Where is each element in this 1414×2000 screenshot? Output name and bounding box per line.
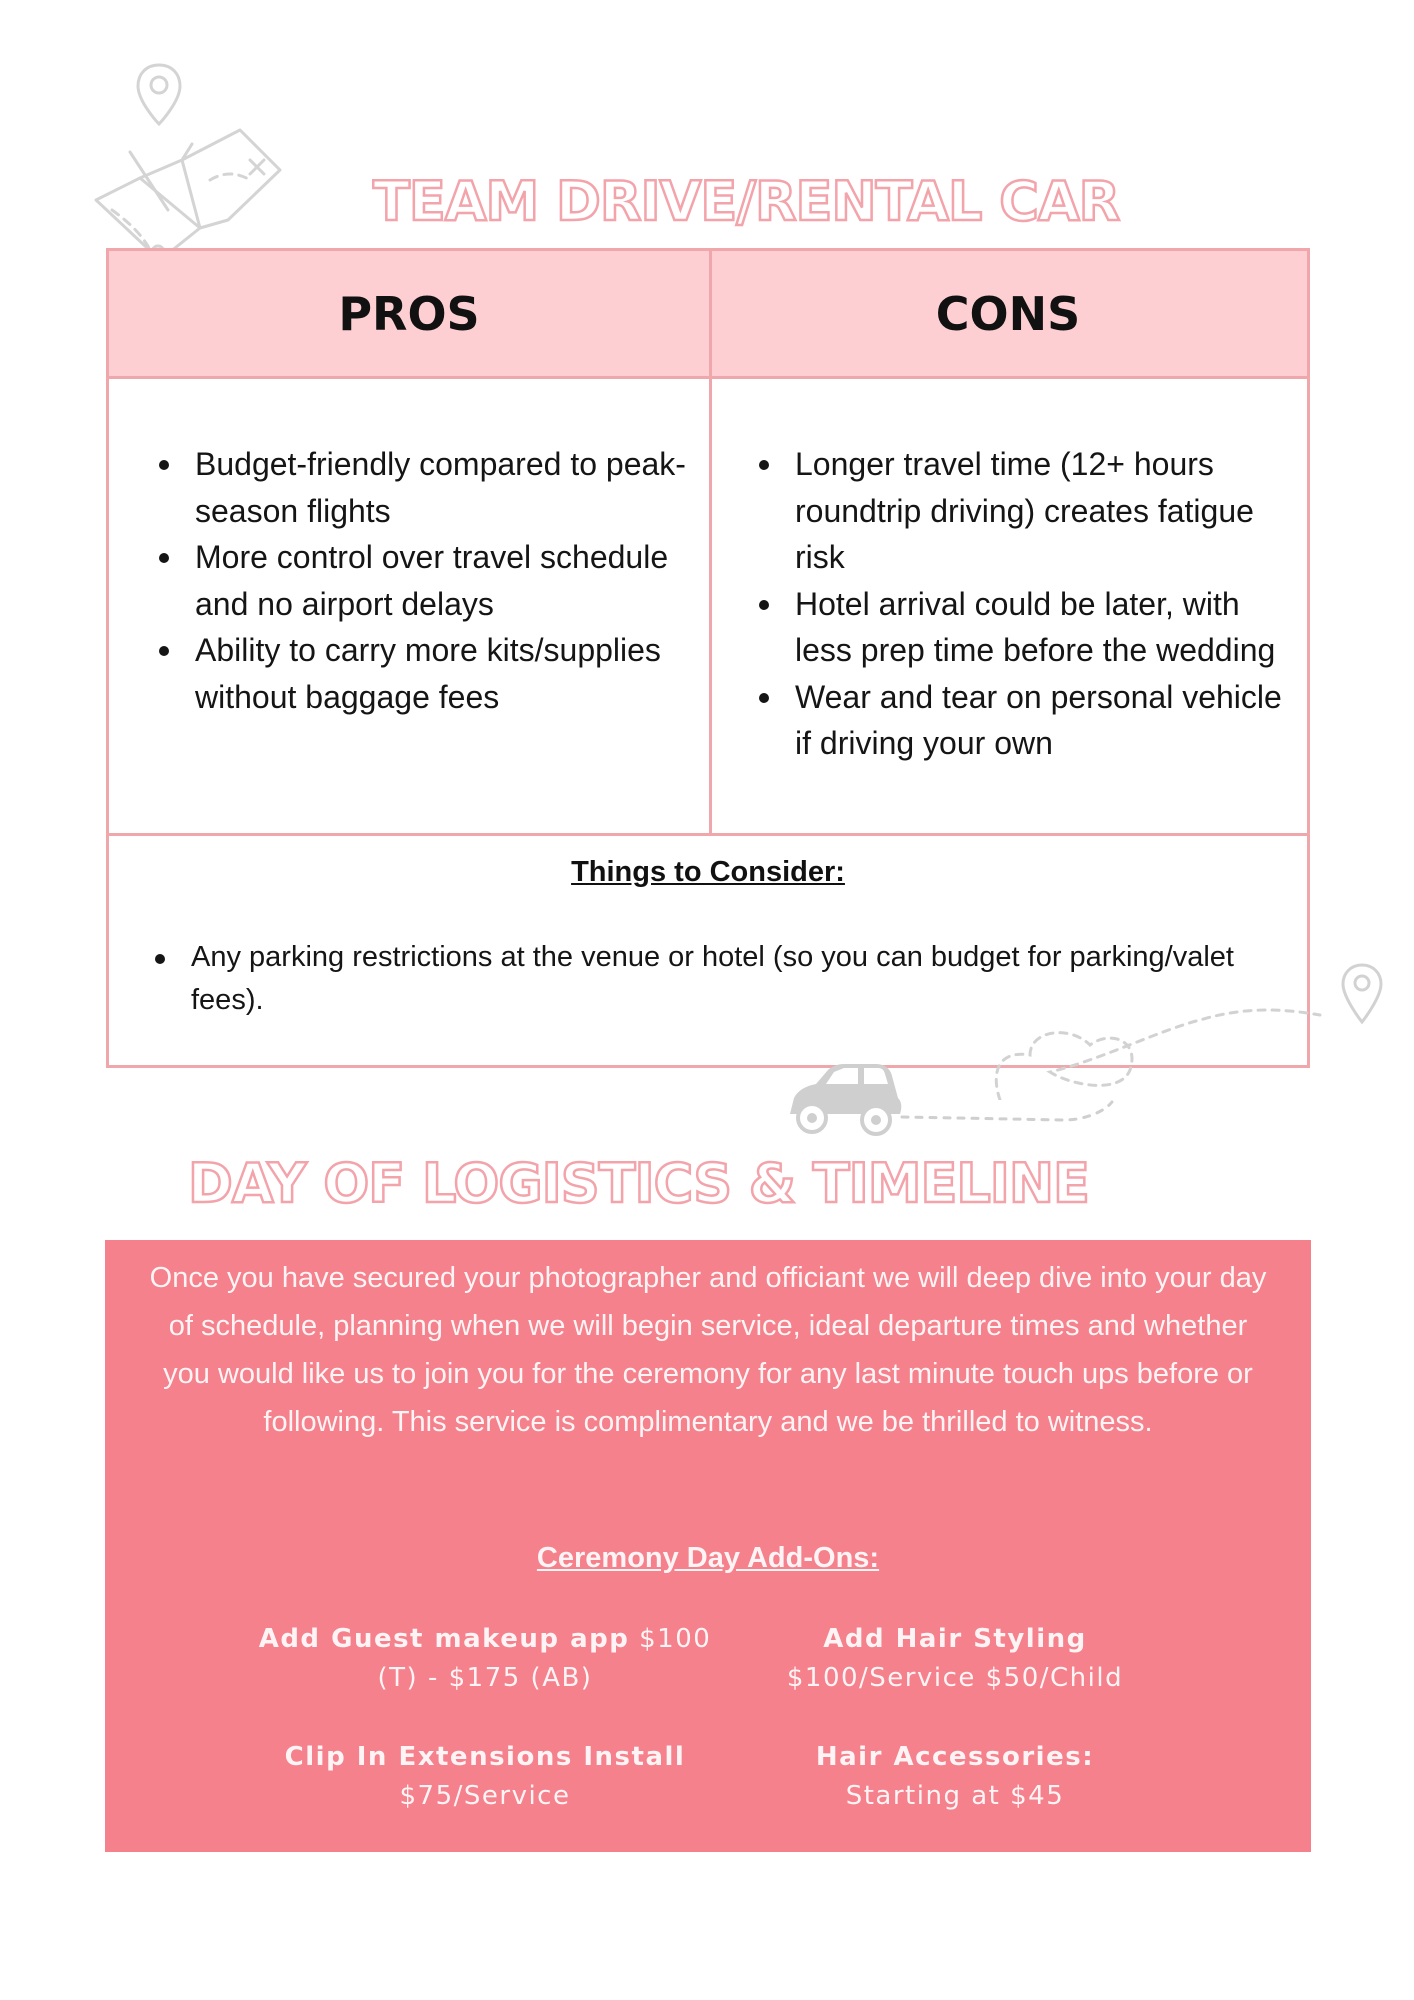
pros-item-text: More control over travel schedule and no airport delays [195, 539, 669, 622]
list-item [755, 441, 1285, 581]
addon-price: $100/Service $50/Child [786, 1663, 1124, 1693]
pros-header: PROS [109, 251, 709, 379]
bullet-icon [159, 460, 169, 470]
list-item [155, 627, 695, 720]
logistics-block [105, 1240, 1311, 1852]
addon-guest-makeup [245, 1620, 725, 1698]
table-divider-vertical [709, 251, 712, 833]
addon-hair-accessories [715, 1738, 1195, 1816]
addon-price: $100 [639, 1624, 712, 1654]
addon-name: Add Guest makeup app [258, 1624, 630, 1654]
map-pin-icon [134, 62, 184, 128]
list-item [755, 581, 1285, 674]
cons-item-text: Longer travel time (12+ hours roundtrip driving) creates fatigue risk [795, 446, 1254, 575]
table-divider-horizontal [109, 833, 1307, 836]
addon-name: Clip In Extensions Install [284, 1742, 686, 1772]
cons-list [755, 441, 1285, 767]
addon-name: Add Hair Styling [823, 1624, 1087, 1654]
ceremony-addons-title: Ceremony Day Add-Ons: [536, 1542, 880, 1574]
things-to-consider-title: Things to Consider: [571, 856, 845, 888]
cons-header: CONS [709, 251, 1307, 379]
addon-price-detail: (T) - $175 (AB) [377, 1663, 593, 1693]
list-item [155, 441, 695, 534]
bullet-icon [159, 553, 169, 563]
section-title-day-of-logistics: DAY OF LOGISTICS & TIMELINE [188, 1152, 1089, 1215]
pros-item-text: Budget-friendly compared to peak-season flights [195, 446, 686, 529]
pros-cons-table [106, 248, 1310, 1068]
list-item [155, 534, 695, 627]
location-pin-icon [1340, 962, 1384, 1026]
consider-item-text: Any parking restrictions at the venue or hotel (so you can budget for parking/valet fees). [191, 941, 1234, 1016]
car-icon [784, 1062, 1114, 1148]
addon-hair-styling [715, 1620, 1195, 1698]
bullet-icon [759, 600, 769, 610]
addon-name: Hair Accessories: [815, 1742, 1095, 1772]
bullet-icon [159, 646, 169, 656]
addon-price: Starting at $45 [845, 1781, 1065, 1811]
addon-price: $75/Service [399, 1781, 571, 1811]
cons-column [755, 441, 1285, 767]
pros-list [155, 441, 695, 720]
list-item [755, 674, 1285, 767]
section-title-team-drive: TEAM DRIVE/RENTAL CAR [373, 170, 1120, 233]
bullet-icon [759, 460, 769, 470]
cons-item-text: Hotel arrival could be later, with less prep time before the wedding [795, 585, 1276, 668]
bullet-icon [759, 693, 769, 703]
pros-item-text: Ability to carry more kits/supplies without baggage fees [195, 632, 661, 715]
addon-clip-in-extensions [245, 1738, 725, 1816]
bullet-icon [155, 954, 165, 964]
pros-column [155, 441, 695, 720]
cons-item-text: Wear and tear on personal vehicle if driving your own [795, 678, 1282, 761]
logistics-description: Once you have secured your photographer and officiant we will deep dive into your day of schedule, planning when we will begin service, ideal departure times and whether you would like us to join you for the ceremony for any last minute touch ups before or following. This service is complimentary and we be thrilled to witness. [149, 1262, 1267, 1438]
